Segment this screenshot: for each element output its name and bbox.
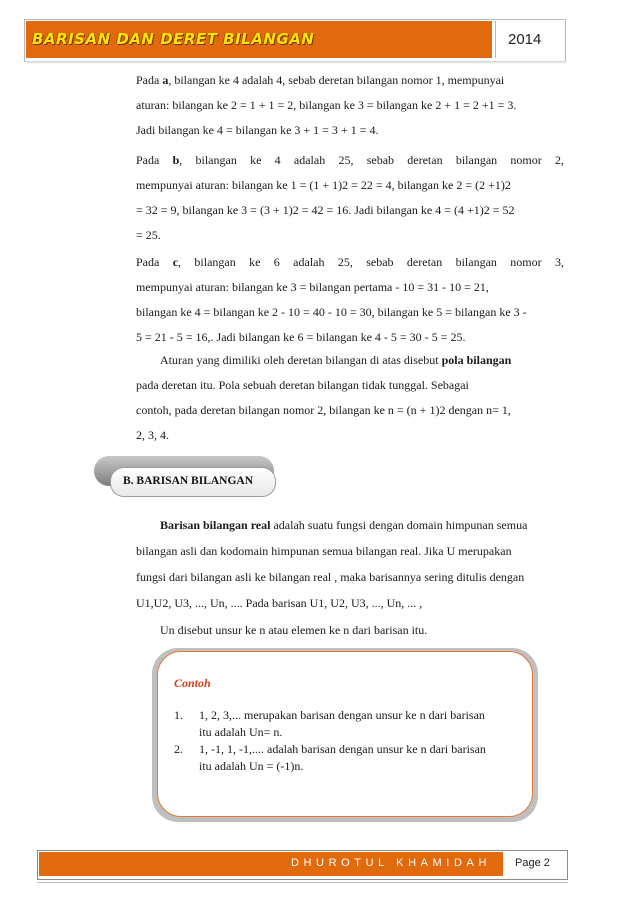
footer-page-number: Page 2 (515, 857, 550, 869)
paragraph-c-line-2: mempunyai aturan: bilangan ke 3 = bilangan pertama - 10 = 31 - 10 = 21, (136, 280, 489, 294)
example-item-2-line-1: 1, -1, 1, -1,.... adalah barisan dengan unsur ke n dari barisan (199, 742, 486, 756)
paragraph-c-line-4: 5 = 21 - 5 = 16,. Jadi bilangan ke 6 = bilangan ke 4 - 5 = 30 - 5 = 25. (136, 330, 466, 344)
paragraph-unsur (160, 618, 588, 643)
paragraph-a-line-1: Pada a, bilangan ke 4 adalah 4, sebab deretan bilangan nomor 1, mempunyai (136, 73, 505, 87)
paragraph-unsur-line: Un disebut unsur ke n atau elemen ke n dari barisan itu. (160, 623, 428, 637)
example-item-1-line-1: 1, 2, 3,... merupakan barisan dengan unsur ke n dari barisan (199, 708, 485, 722)
paragraph-barisan-line-1: Barisan bilangan real adalah suatu fungsi dengan domain himpunan semua (160, 518, 528, 532)
footer-page-box (505, 852, 565, 876)
paragraph-b-line-2: mempunyai aturan: bilangan ke 1 = (1 + 1)2 = 22 = 4, bilangan ke 2 = (2 +1)2 (136, 178, 511, 192)
header-title: BARISAN DAN DERET BILANGAN (32, 30, 315, 48)
paragraph-a (136, 68, 564, 143)
page-footer (37, 850, 568, 880)
paragraph-pola (136, 348, 564, 448)
page-header (24, 19, 566, 62)
paragraph-b-line-1: Pada b, bilangan ke 4 adalah 25, sebab deretan bilangan nomor 2, (136, 153, 564, 167)
footer-author-bar (39, 852, 503, 876)
paragraph-barisan-line-2: bilangan asli dan kodomain himpunan semua bilangan real. Jika U merupakan (136, 544, 512, 558)
paragraph-b-line-4: = 25. (136, 228, 161, 242)
paragraph-pola-line-3: contoh, pada deretan bilangan nomor 2, bilangan ke n = (n + 1)2 dengan n= 1, (136, 403, 511, 417)
example-item-2-number: 2. (174, 742, 183, 756)
example-title: Contoh (174, 676, 211, 690)
paragraph-a-line-2: aturan: bilangan ke 2 = 1 + 1 = 2, bilangan ke 3 = bilangan ke 2 + 1 = 2 +1 = 3. (136, 98, 517, 112)
footer-author: DHUROTUL KHAMIDAH (290, 857, 491, 869)
section-heading (110, 467, 276, 497)
example-item-1-number: 1. (174, 708, 183, 722)
paragraph-barisan (136, 512, 564, 616)
header-shadow (26, 61, 566, 64)
paragraph-pola-line-2: pada deretan itu. Pola sebuah deretan bilangan tidak tunggal. Sebagai (136, 378, 469, 392)
section-heading-label: B. BARISAN BILANGAN (123, 475, 254, 487)
header-year-box (495, 21, 563, 58)
paragraph-c (136, 250, 564, 350)
paragraph-barisan-line-3: fungsi dari bilangan asli ke bilangan real , maka barisannya sering ditulis dengan (136, 570, 525, 584)
footer-rule (37, 882, 568, 883)
paragraph-c-line-1: Pada c, bilangan ke 6 adalah 25, sebab deretan bilangan nomor 3, (136, 255, 564, 269)
paragraph-c-line-3: bilangan ke 4 = bilangan ke 2 - 10 = 40 - 10 = 30, bilangan ke 5 = bilangan ke 3 - (136, 305, 527, 319)
header-year: 2014 (508, 31, 542, 48)
paragraph-b (136, 148, 564, 248)
header-title-bar (26, 21, 492, 58)
paragraph-pola-line-4: 2, 3, 4. (136, 428, 169, 442)
paragraph-a-line-3: Jadi bilangan ke 4 = bilangan ke 3 + 1 = 3 + 1 = 4. (136, 123, 379, 137)
paragraph-b-line-3: = 32 = 9, bilangan ke 3 = (3 + 1)2 = 42 = 16. Jadi bilangan ke 4 = (4 +1)2 = 52 (136, 203, 515, 217)
example-item-1-line-2: itu adalah Un= n. (199, 725, 283, 739)
example-item-2-line-2: itu adalah Un = (-1)n. (199, 759, 304, 773)
paragraph-pola-line-1: Aturan yang dimiliki oleh deretan bilangan di atas disebut pola bilangan (160, 353, 512, 367)
paragraph-barisan-line-4: U1,U2, U3, ..., Un, .... Pada barisan U1, U2, U3, ..., Un, ... , (136, 596, 423, 610)
